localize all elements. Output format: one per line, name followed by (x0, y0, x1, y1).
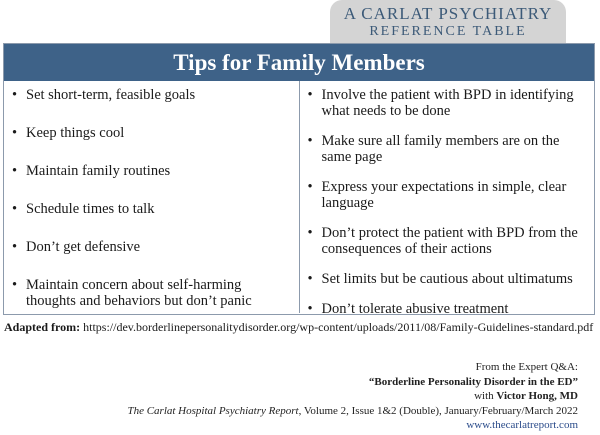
banner-line-1: A CARLAT PSYCHIATRY (343, 4, 553, 23)
list-item: • Keep things cool (12, 125, 293, 141)
list-item: • Make sure all family members are on the same page (308, 133, 589, 165)
source-citation (4, 320, 593, 335)
left-column (4, 81, 300, 313)
list-item: • Don’t get defensive (12, 239, 293, 255)
list-item: • Don’t protect the patient with BPD from the consequences of their actions (308, 225, 589, 257)
banner-line-2: REFERENCE TABLE (369, 24, 527, 39)
journal-name: The Carlat Hospital Psychiatry Report (127, 404, 299, 417)
list-item: • Involve the patient with BPD in identifying what needs to be done (308, 87, 589, 119)
journal-issue: , Volume 2, Issue 1&2 (Double), January/February/March 2022 (298, 404, 578, 417)
list-item: • Maintain family routines (12, 163, 293, 179)
right-column (300, 81, 595, 317)
list-item: • Set short-term, feasible goals (12, 87, 293, 103)
article-author: Victor Hong, MD (496, 390, 578, 402)
article-title: “Borderline Personality Disorder in the ED” (368, 375, 578, 388)
website-link[interactable]: www.thecarlatreport.com (466, 419, 578, 431)
source-url[interactable]: https://dev.borderlinepersonalitydisorder.org/wp-content/uploads/2011/08/Family-Guidelines-standard.pdf (83, 320, 594, 334)
list-item: • Set limits but be cautious about ultimatums (308, 271, 589, 287)
list-item: • Don’t tolerate abusive treatment (308, 301, 589, 317)
tips-table (3, 43, 595, 315)
list-item: • Schedule times to talk (12, 201, 293, 217)
reference-table-banner (330, 0, 566, 44)
list-item: • Maintain concern about self-harming thoughts and behaviors but don’t panic (12, 277, 293, 309)
footer-with: with (474, 390, 494, 402)
table-title: Tips for Family Members (4, 44, 594, 81)
list-item: • Express your expectations in simple, clear language (308, 179, 589, 211)
footer-intro: From the Expert Q&A: (475, 361, 578, 373)
source-label: Adapted from: (4, 320, 81, 334)
article-footer (127, 360, 578, 433)
